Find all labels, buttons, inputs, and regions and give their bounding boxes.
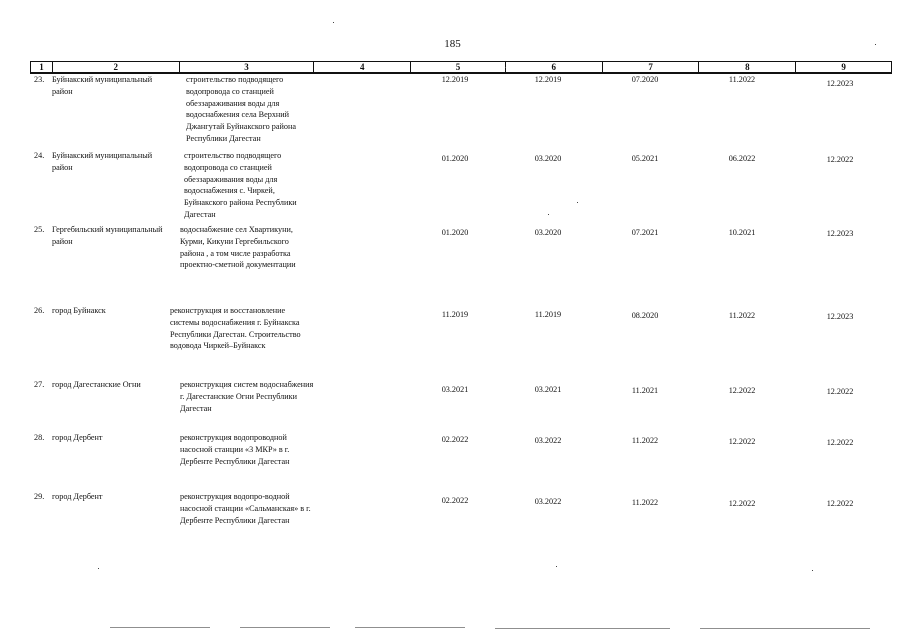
- date-cell-6: 12.2019: [534, 75, 562, 84]
- date-cell-9: 12.2023: [826, 229, 854, 238]
- date-cell-8: 11.2022: [728, 75, 756, 84]
- scan-speck: [556, 566, 557, 567]
- date-cell-7: 11.2021: [631, 386, 659, 395]
- municipality-cell: город Дербент: [52, 492, 103, 501]
- date-cell-5: 12.2019: [441, 75, 469, 84]
- date-cell-8: 06.2022: [728, 154, 756, 163]
- header-col-3: 3: [180, 62, 315, 72]
- description-cell: реконструкция систем водоснабжения г. Дагестанские Огни Республики Дагестан: [180, 380, 314, 413]
- header-col-7: 7: [603, 62, 700, 72]
- header-col-1: 1: [31, 62, 53, 72]
- description-cell: строительство подводящего водопровода со станцией обеззараживания воды для водоснабжения с. Чиркей, Буйнакского района Республики Дагестан: [184, 151, 297, 219]
- row-number: 26.: [34, 306, 45, 315]
- date-cell-6: 03.2022: [534, 436, 562, 445]
- date-cell-9: 12.2023: [826, 79, 854, 88]
- description-cell: строительство подводящего водопровода со станцией обеззараживания воды для водоснабжения села Верхний Джангутай Буйнакского района Республики Дагестан: [186, 75, 297, 143]
- scan-speck: [548, 214, 549, 215]
- municipality-cell: Буйнакский муниципальный район: [52, 151, 153, 172]
- date-cell-6: 03.2022: [534, 497, 562, 506]
- date-cell-5: 01.2020: [441, 154, 469, 163]
- scan-speck: [333, 22, 334, 23]
- date-cell-8: 12.2022: [728, 437, 756, 446]
- header-col-8: 8: [699, 62, 796, 72]
- date-cell-6: 03.2020: [534, 228, 562, 237]
- date-cell-5: 02.2022: [441, 435, 469, 444]
- description-cell: реконструкция водопро-водной насосной станции «Сальманская» в г. Дербенте Республики Дагестан: [180, 492, 311, 525]
- header-col-9: 9: [841, 62, 846, 72]
- header-col-5: 5: [411, 62, 506, 72]
- municipality-cell: Гергебильский муниципальный район: [52, 225, 163, 246]
- row-number: 29.: [34, 492, 45, 501]
- date-cell-6: 11.2019: [534, 310, 562, 319]
- date-cell-7: 07.2020: [631, 75, 659, 84]
- header-col-4: 4: [314, 62, 411, 72]
- date-cell-6: 03.2021: [534, 385, 562, 394]
- scan-artifact: [700, 628, 870, 629]
- scan-artifact: [240, 627, 330, 628]
- scan-artifact: [110, 627, 210, 628]
- scan-artifact: [495, 628, 670, 629]
- date-cell-7: 11.2022: [631, 498, 659, 507]
- description-cell: реконструкция и восстановление системы водоснабжения г. Буйнакска Республики Дагестан. Строительство водовода Чиркей–Буйнакск: [170, 306, 301, 351]
- date-cell-9: 12.2022: [826, 499, 854, 508]
- date-cell-7: 08.2020: [631, 311, 659, 320]
- date-cell-7: 05.2021: [631, 154, 659, 163]
- date-cell-7: 11.2022: [631, 436, 659, 445]
- date-cell-8: 10.2021: [728, 228, 756, 237]
- scan-speck: [577, 202, 578, 203]
- municipality-cell: город Дагестанские Огни: [52, 380, 141, 389]
- municipality-cell: город Буйнакск: [52, 306, 106, 315]
- date-cell-7: 07.2021: [631, 228, 659, 237]
- municipality-cell: Буйнакский муниципальный район: [52, 75, 153, 96]
- row-number: 23.: [34, 75, 45, 84]
- date-cell-5: 02.2022: [441, 496, 469, 505]
- scan-speck: [875, 44, 876, 45]
- header-col-6: 6: [506, 62, 603, 72]
- date-cell-8: 12.2022: [728, 386, 756, 395]
- description-cell: реконструкция водопроводной насосной станции «3 МКР» в г. Дербенте Республики Дагестан: [180, 433, 290, 466]
- date-cell-5: 03.2021: [441, 385, 469, 394]
- date-cell-8: 11.2022: [728, 311, 756, 320]
- scan-speck: [812, 570, 813, 571]
- page-number: 185: [444, 38, 461, 50]
- scan-artifact: [355, 627, 465, 628]
- municipality-cell: город Дербент: [52, 433, 103, 442]
- row-number: 25.: [34, 225, 45, 234]
- date-cell-9: 12.2022: [826, 387, 854, 396]
- scan-speck: [98, 568, 99, 569]
- scan-speck: [505, 67, 506, 68]
- date-cell-6: 03.2020: [534, 154, 562, 163]
- date-cell-5: 01.2020: [441, 228, 469, 237]
- date-cell-8: 12.2022: [728, 499, 756, 508]
- date-cell-9: 12.2023: [826, 312, 854, 321]
- date-cell-9: 12.2022: [826, 438, 854, 447]
- date-cell-5: 11.2019: [441, 310, 469, 319]
- header-col-2: 2: [53, 62, 180, 72]
- description-cell: водоснабжение сел Хвартикуни, Курми, Кикуни Гергебильского района , а том числе разработка проектно-сметной документации: [180, 225, 296, 270]
- row-number: 27.: [34, 380, 45, 389]
- table-header: [30, 61, 892, 73]
- date-cell-9: 12.2022: [826, 155, 854, 164]
- row-number: 24.: [34, 151, 45, 160]
- row-number: 28.: [34, 433, 45, 442]
